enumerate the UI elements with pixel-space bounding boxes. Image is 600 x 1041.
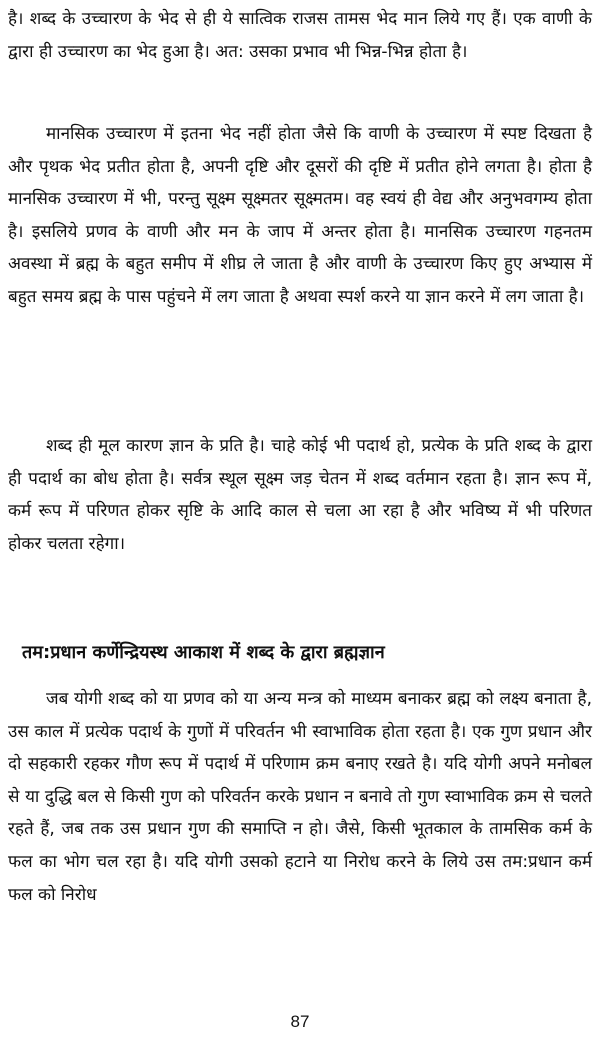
book-page bbox=[8, 0, 592, 1041]
section-heading: तम:प्रधान कर्णेन्द्रियस्थ आकाश में शब्द के द्वारा ब्रह्मज्ञान bbox=[22, 642, 385, 663]
paragraph-word-root-cause: शब्द ही मूल कारण ज्ञान के प्रति है। चाहे कोई भी पदार्थ हो, प्रत्येक के प्रति शब्द के द्वारा ही पदार्थ का बोध होता है। सर्वत्र स्थूल सूक्ष्म जड़ चेतन में शब्द वर्तमान रहता है। ज्ञान रूप में, कर्म रूप में परिणत होकर सृष्टि के आदि काल से चला आ रहा है और भविष्य में भी परिणत होकर चलता रहेगा। bbox=[8, 436, 592, 554]
paragraph-continuation: है। शब्द के उच्चारण के भेद से ही ये सात्विक राजस तामस भेद मान लिये गए हैं। एक वाणी के द्वारा ही उच्चारण का भेद हुआ है। अत: उसका प्रभाव भी भिन्न-भिन्न होता है। bbox=[8, 9, 592, 62]
paragraph-yogi-word: जब योगी शब्द को या प्रणव को या अन्य मन्त्र को माध्यम बनाकर ब्रह्म को लक्ष्य बनाता है, उस काल में प्रत्येक पदार्थ के गुणों में परिवर्तन भी स्वाभाविक होता रहता है। एक गुण प्रधान और दो सहकारी रहकर गौण रूप में पदार्थ में परिणाम क्रम बनाए रखते है। यदि योगी अपने मनोबल से या दुद्धि बल से किसी गुण को परिवर्तन करके प्रधान न बनावे तो गुण स्वाभाविक क्रम से चलते रहते हैं, जब तक उस प्रधान गुण की समाप्ति न हो। जैसे, किसी भूतकाल के तामसिक कर्म के फल का भोग चल रहा है। यदि योगी उसको हटाने या निरोध करने के लिये उस तम:प्रधान कर्म फल को निरोध bbox=[8, 689, 592, 905]
page-number: 87 bbox=[290, 1012, 310, 1031]
paragraph-mental-utterance: मानसिक उच्चारण में इतना भेद नहीं होता जैसे कि वाणी के उच्चारण में स्पष्ट दिखता है और पृथक भेद प्रतीत होता है, अपनी दृष्टि और दूसरों की दृष्टि में प्रतीत होने लगता है। होता है मानसिक उच्चारण में भी, परन्तु सूक्ष्म सूक्ष्मतर सूक्ष्मतम। वह स्वयं ही वेद्य और अनुभवगम्य होता है। इसलिये प्रणव के वाणी और मन के जाप में अन्तर होता है। मानसिक उच्चारण गहनतम अवस्था में ब्रह्म के बहुत समीप में शीघ्र ले जाता है और वाणी के उच्चारण किए हुए अभ्यास में बहुत समय ब्रह्म के पास पहुंचने में लग जाता है अथवा स्पर्श करने या ज्ञान करने में लग जाता है। bbox=[8, 124, 592, 307]
